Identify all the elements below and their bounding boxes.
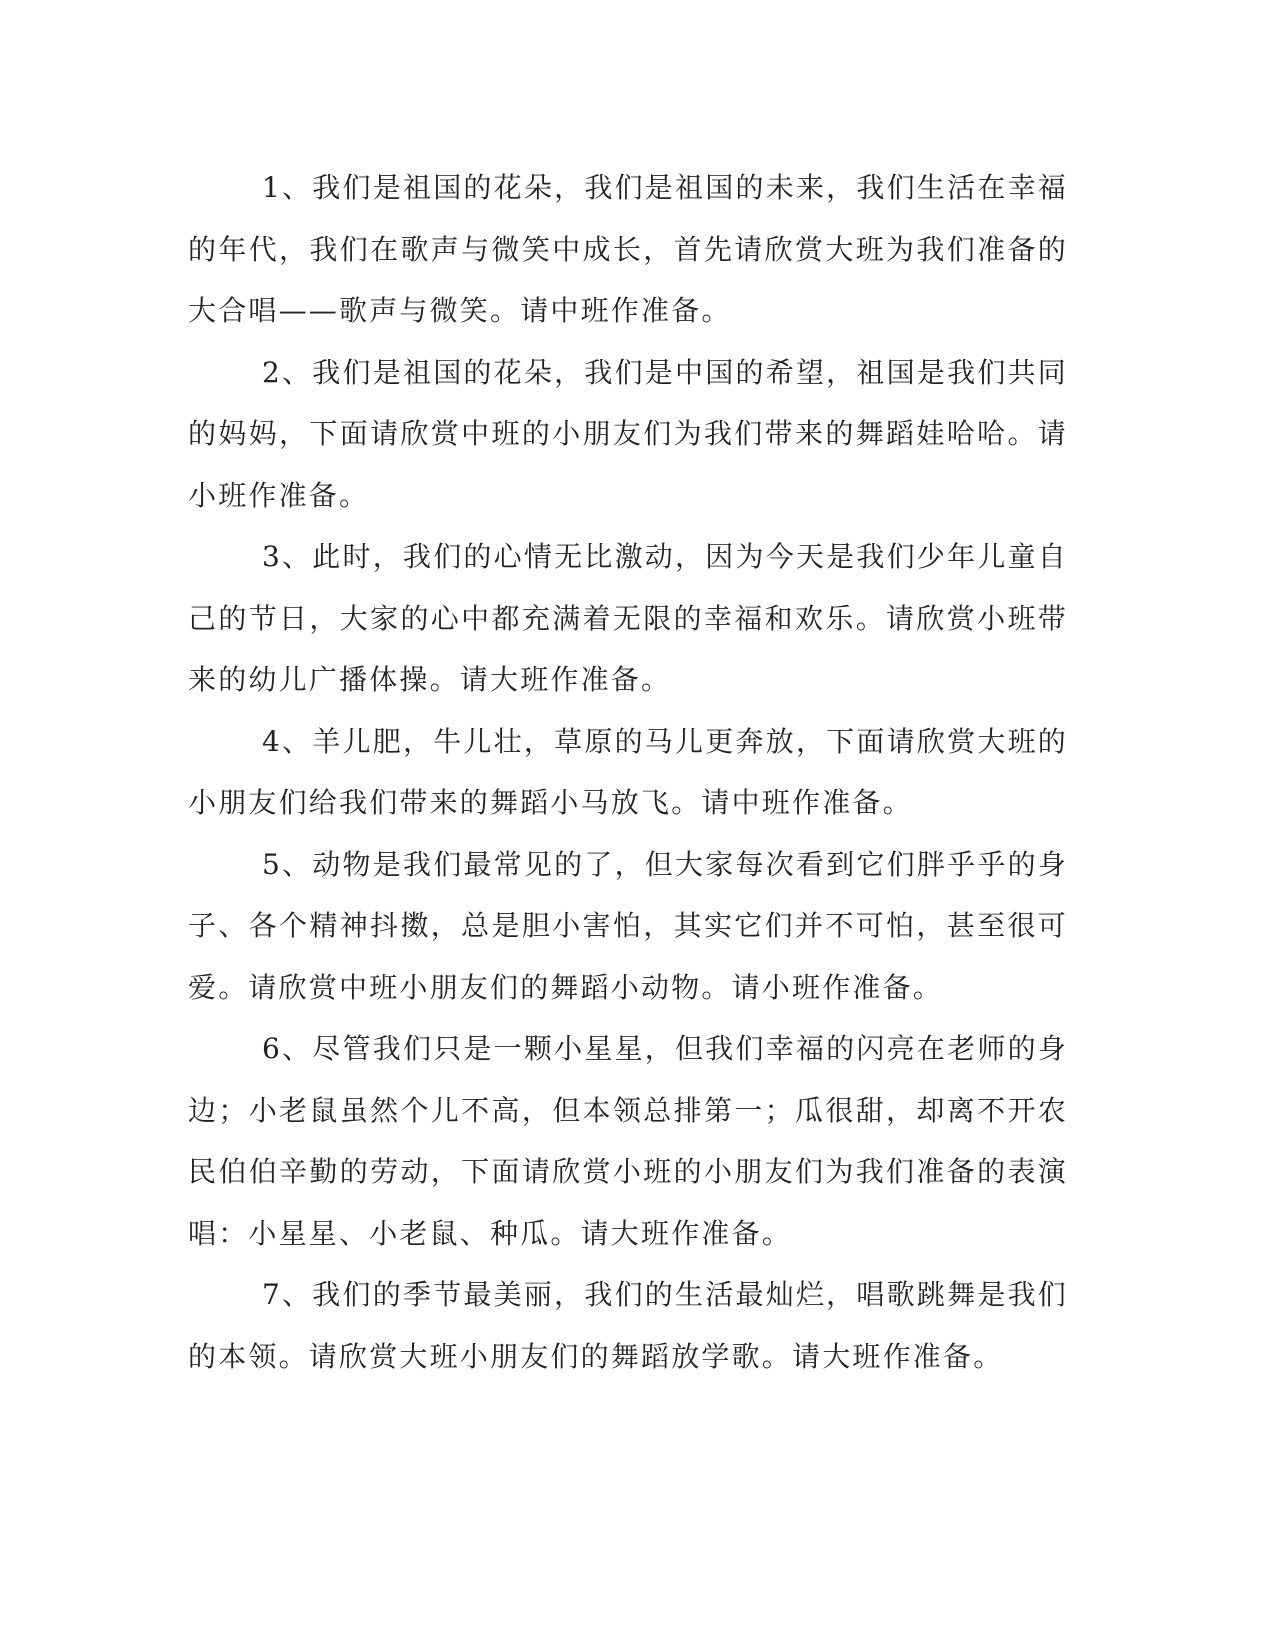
- paragraph-1: 1、我们是祖国的花朵，我们是祖国的未来，我们生活在幸福的年代，我们在歌声与微笑中成长，首先请欣赏大班为我们准备的大合唱——歌声与微笑。请中班作准备。: [188, 171, 1068, 327]
- document-body: [188, 157, 1068, 1387]
- paragraph-7: 7、我们的季节最美丽，我们的生活最灿烂，唱歌跳舞是我们的本领。请欣赏大班小朋友们的舞蹈放学歌。请大班作准备。: [188, 1278, 1068, 1373]
- paragraph-4: 4、羊儿肥，牛儿壮，草原的马儿更奔放，下面请欣赏大班的小朋友们给我们带来的舞蹈小马放飞。请中班作准备。: [188, 724, 1068, 819]
- paragraph-3: 3、此时，我们的心情无比激动，因为今天是我们少年儿童自己的节日，大家的心中都充满着无限的幸福和欢乐。请欣赏小班带来的幼儿广播体操。请大班作准备。: [188, 540, 1068, 696]
- paragraph-5: 5、动物是我们最常见的了，但大家每次看到它们胖乎乎的身子、各个精神抖擞，总是胆小害怕，其实它们并不可怕，甚至很可爱。请欣赏中班小朋友们的舞蹈小动物。请小班作准备。: [188, 847, 1068, 1004]
- paragraph-2: 2、我们是祖国的花朵，我们是中国的希望，祖国是我们共同的妈妈，下面请欣赏中班的小朋友们为我们带来的舞蹈娃哈哈。请小班作准备。: [188, 355, 1068, 512]
- paragraph-6: 6、尽管我们只是一颗小星星，但我们幸福的闪亮在老师的身边；小老鼠虽然个儿不高，但本领总排第一；瓜很甜，却离不开农民伯伯辛勤的劳动，下面请欣赏小班的小朋友们为我们准备的表演唱：小星星、小老鼠、种瓜。请大班作准备。: [188, 1032, 1068, 1250]
